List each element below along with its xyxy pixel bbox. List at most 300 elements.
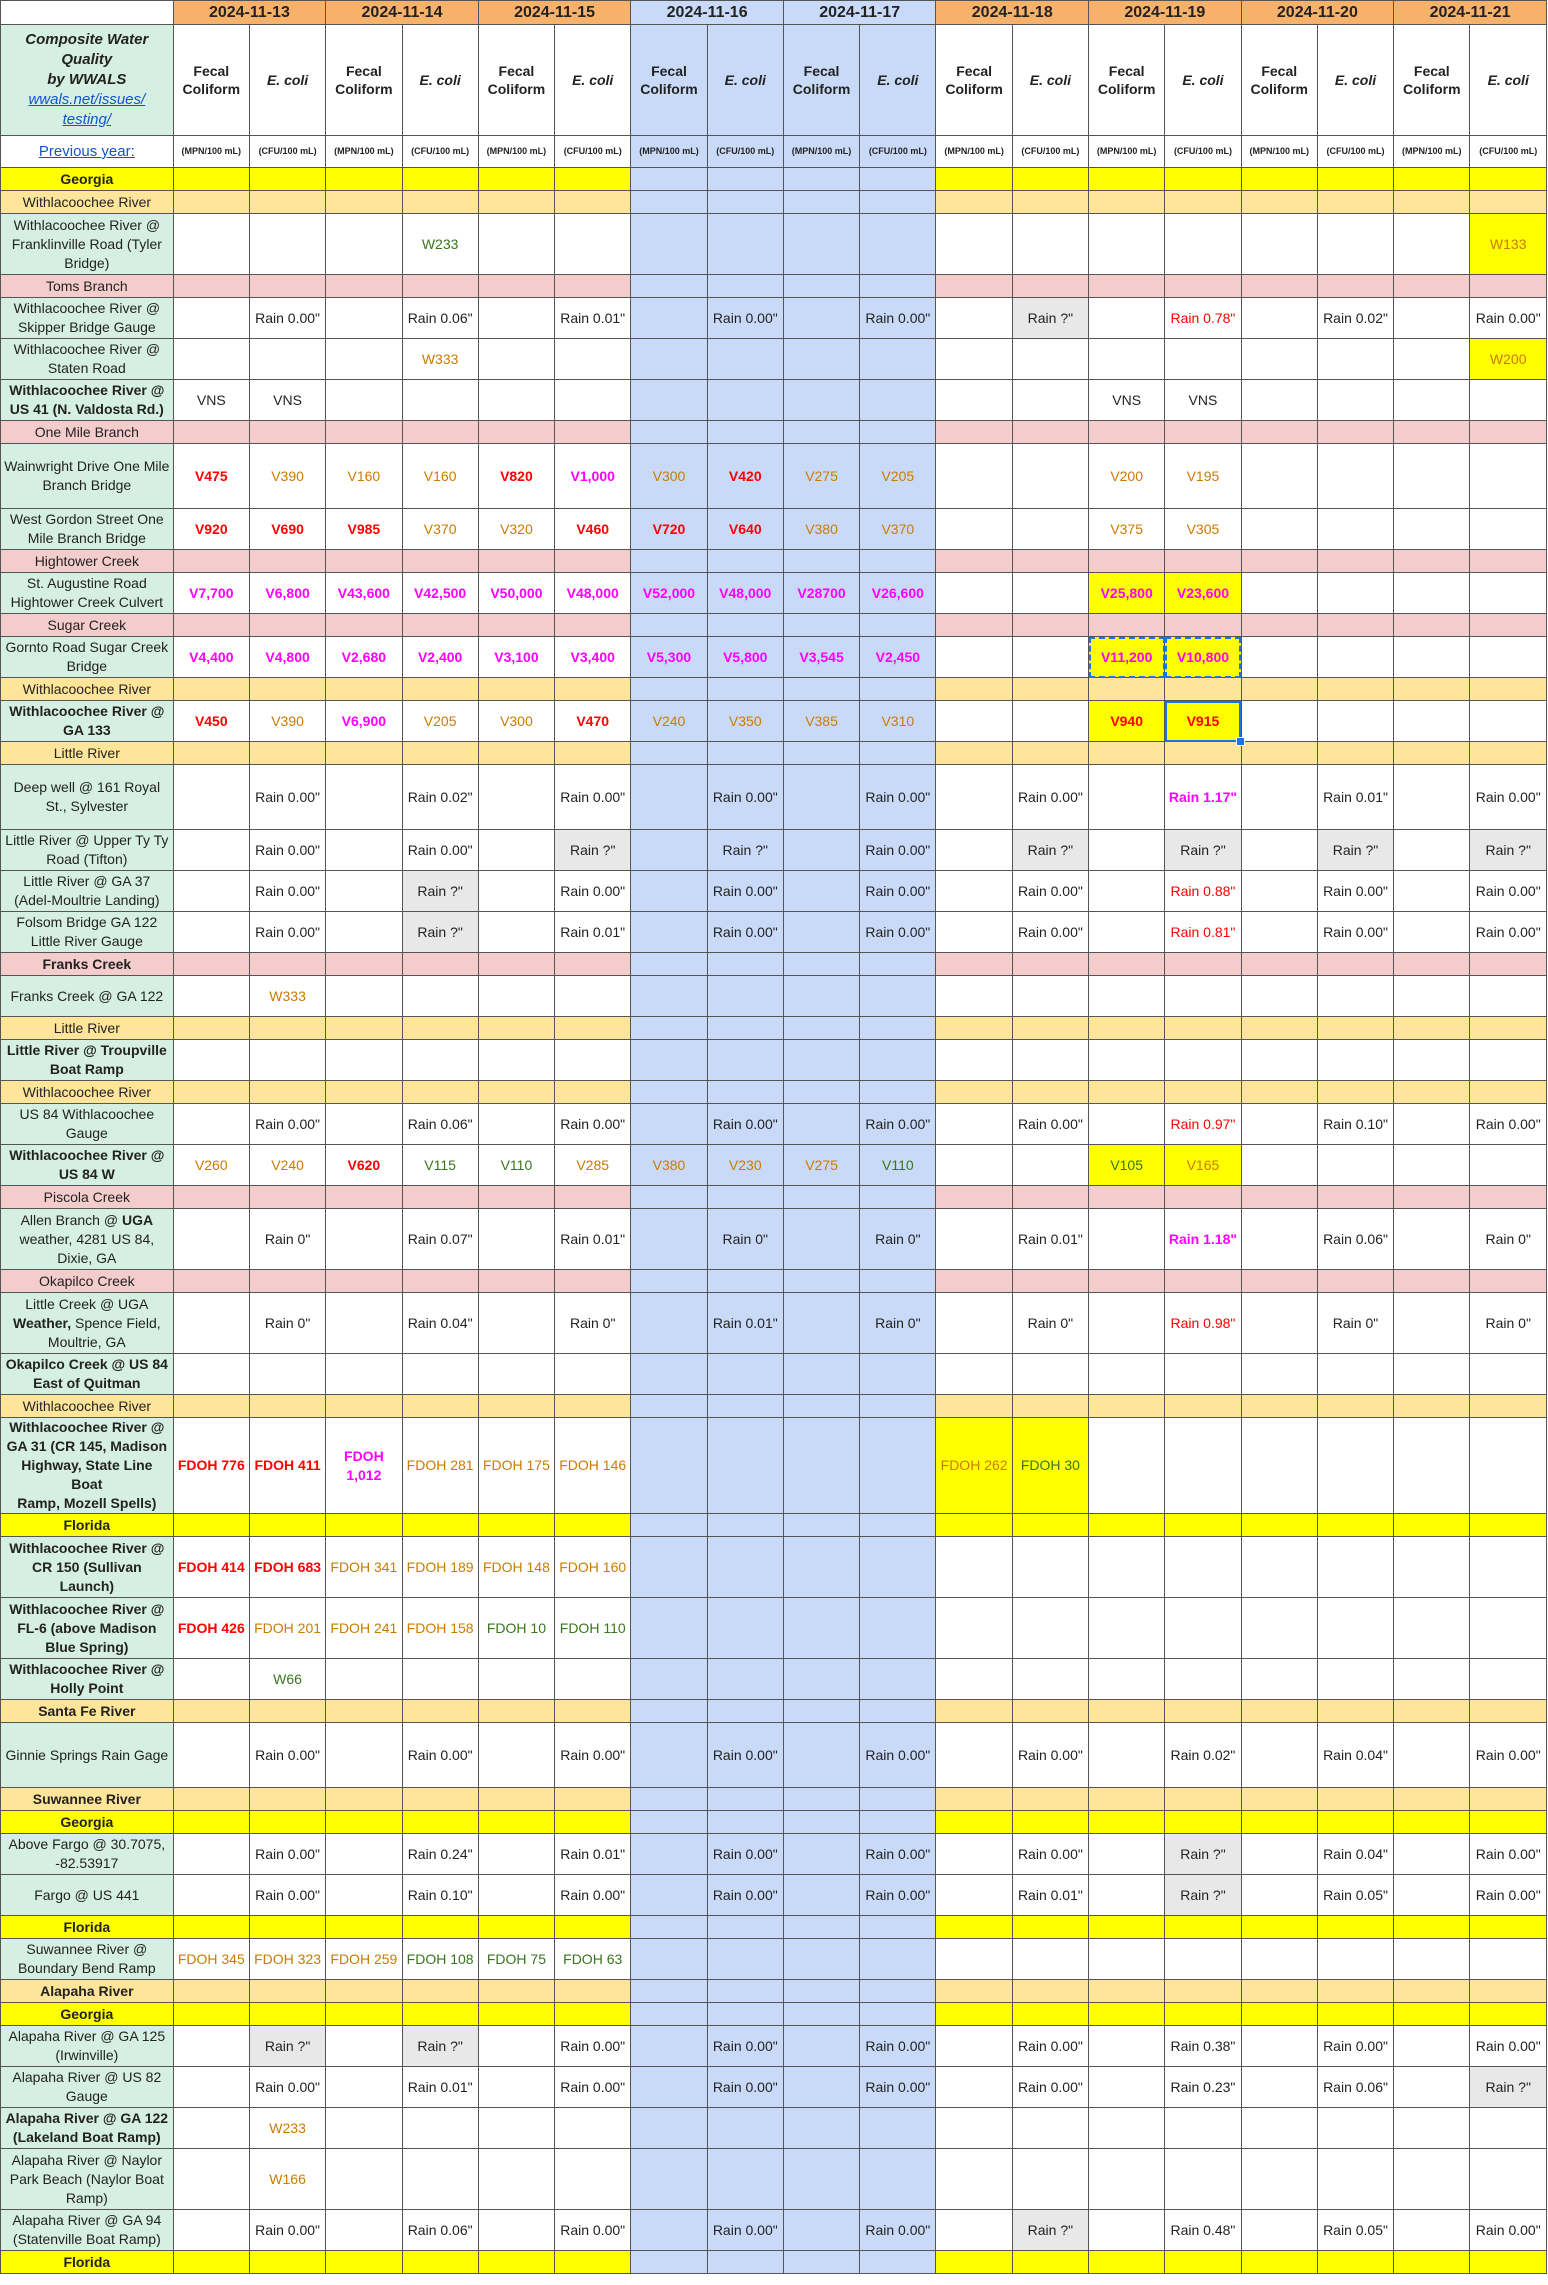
ecoli-cell[interactable] (1317, 2149, 1393, 2210)
ecoli-cell[interactable]: V1,000 (555, 444, 631, 509)
site-label[interactable] (1, 1354, 174, 1395)
ecoli-cell[interactable] (1012, 1788, 1088, 1811)
ecoli-cell[interactable] (555, 1040, 631, 1081)
ecoli-cell[interactable] (1165, 1537, 1241, 1598)
ecoli-cell[interactable] (249, 191, 325, 214)
ecoli-cell[interactable] (1470, 701, 1547, 742)
date-header-2024-11-16[interactable]: 2024-11-16 (631, 1, 784, 25)
site-label[interactable] (1, 2210, 174, 2251)
fecal-cell[interactable] (1241, 765, 1317, 830)
ecoli-cell[interactable] (1165, 678, 1241, 701)
ecoli-cell[interactable] (402, 1270, 478, 1293)
ecoli-cell[interactable] (402, 953, 478, 976)
ecoli-cell[interactable] (1470, 1916, 1547, 1939)
fecal-cell[interactable] (936, 614, 1012, 637)
ecoli-cell[interactable]: Rain ?" (1165, 830, 1241, 871)
fecal-cell[interactable] (631, 2251, 707, 2274)
fecal-cell[interactable] (1394, 1354, 1470, 1395)
ecoli-cell[interactable] (1317, 1145, 1393, 1186)
ecoli-cell[interactable] (555, 1659, 631, 1700)
fecal-cell[interactable] (1394, 1209, 1470, 1270)
ecoli-cell[interactable] (1165, 1811, 1241, 1834)
fecal-cell[interactable] (936, 1293, 1012, 1354)
ecoli-cell[interactable]: Rain 0.00" (860, 1834, 936, 1875)
ecoli-cell[interactable]: V165 (1165, 1145, 1241, 1186)
fecal-cell[interactable]: V985 (326, 509, 402, 550)
ecoli-cell[interactable] (707, 550, 783, 573)
fecal-cell[interactable] (1089, 1723, 1165, 1788)
fecal-cell[interactable] (1394, 275, 1470, 298)
fecal-cell[interactable] (783, 421, 859, 444)
ecoli-cell[interactable] (402, 1980, 478, 2003)
section-label[interactable] (1, 1980, 174, 2003)
ecoli-cell[interactable] (1470, 1186, 1547, 1209)
site-label[interactable] (1, 1875, 174, 1916)
fecal-cell[interactable] (1089, 214, 1165, 275)
ecoli-cell[interactable] (1317, 444, 1393, 509)
fecal-cell[interactable] (326, 191, 402, 214)
fecal-cell[interactable] (1089, 1104, 1165, 1145)
ecoli-cell[interactable] (1012, 1145, 1088, 1186)
ecoli-cell[interactable] (555, 1270, 631, 1293)
ecoli-cell[interactable] (555, 1700, 631, 1723)
ecoli-cell[interactable] (707, 1916, 783, 1939)
fecal-cell[interactable] (783, 912, 859, 953)
fecal-cell[interactable] (1241, 1017, 1317, 1040)
ecoli-cell[interactable]: Rain ?" (402, 871, 478, 912)
fecal-cell[interactable]: V380 (631, 1145, 707, 1186)
ecoli-cell[interactable]: W333 (402, 339, 478, 380)
fecal-cell[interactable] (631, 1186, 707, 1209)
ecoli-cell[interactable] (1470, 1514, 1547, 1537)
fecal-cell[interactable] (173, 550, 249, 573)
ecoli-cell[interactable] (1165, 1916, 1241, 1939)
fecal-cell[interactable] (631, 1875, 707, 1916)
ecoli-cell[interactable] (1012, 339, 1088, 380)
ecoli-cell[interactable]: Rain 0.00" (1470, 1875, 1547, 1916)
ecoli-cell[interactable] (1012, 637, 1088, 678)
fecal-cell[interactable] (936, 912, 1012, 953)
ecoli-cell[interactable] (1012, 1270, 1088, 1293)
ecoli-cell[interactable] (1012, 1040, 1088, 1081)
fecal-cell[interactable] (1394, 953, 1470, 976)
fecal-cell[interactable] (326, 678, 402, 701)
ecoli-cell[interactable] (249, 678, 325, 701)
ecoli-cell[interactable]: Rain 0.00" (555, 2210, 631, 2251)
fecal-cell[interactable]: V110 (478, 1145, 554, 1186)
fecal-cell[interactable] (173, 214, 249, 275)
fecal-cell[interactable] (173, 2251, 249, 2274)
fecal-cell[interactable] (1241, 1723, 1317, 1788)
fecal-cell[interactable] (631, 830, 707, 871)
fecal-cell[interactable] (1089, 953, 1165, 976)
fecal-cell[interactable] (478, 1659, 554, 1700)
ecoli-cell[interactable] (1317, 1537, 1393, 1598)
fecal-cell[interactable] (1394, 573, 1470, 614)
fecal-cell[interactable] (1394, 1659, 1470, 1700)
ecoli-cell[interactable] (1165, 550, 1241, 573)
fecal-cell[interactable] (631, 339, 707, 380)
ecoli-cell[interactable] (1470, 1418, 1547, 1514)
ecoli-cell[interactable]: Rain 0.00" (860, 298, 936, 339)
ecoli-cell[interactable]: Rain ?" (707, 830, 783, 871)
ecoli-cell[interactable] (402, 191, 478, 214)
ecoli-cell[interactable] (555, 614, 631, 637)
ecoli-cell[interactable] (1012, 573, 1088, 614)
fecal-cell[interactable] (936, 1186, 1012, 1209)
ecoli-cell[interactable] (1317, 1788, 1393, 1811)
fecal-cell[interactable] (1089, 1916, 1165, 1939)
fecal-cell[interactable] (1394, 1811, 1470, 1834)
ecoli-cell[interactable] (1012, 2108, 1088, 2149)
ecoli-cell[interactable] (860, 191, 936, 214)
fecal-coliform-header[interactable] (1241, 25, 1317, 136)
ecoli-cell[interactable] (1317, 1916, 1393, 1939)
fecal-cell[interactable] (326, 953, 402, 976)
ecoli-cell[interactable] (860, 1537, 936, 1598)
section-label[interactable] (1, 1916, 174, 1939)
fecal-cell[interactable] (173, 1186, 249, 1209)
fecal-cell[interactable] (631, 275, 707, 298)
fecal-cell[interactable] (326, 1700, 402, 1723)
fecal-cell[interactable] (326, 1875, 402, 1916)
ecoli-unit-label[interactable]: (CFU/100 mL) (249, 136, 325, 168)
fecal-cell[interactable] (783, 1598, 859, 1659)
fecal-unit-label[interactable]: (MPN/100 mL) (478, 136, 554, 168)
fecal-cell[interactable] (936, 2108, 1012, 2149)
ecoli-cell[interactable] (707, 191, 783, 214)
ecoli-cell[interactable]: Rain 0.10" (1317, 1104, 1393, 1145)
fecal-cell[interactable] (936, 1270, 1012, 1293)
fecal-cell[interactable]: V275 (783, 444, 859, 509)
fecal-cell[interactable] (173, 1040, 249, 1081)
ecoli-cell[interactable]: Rain 1.18" (1165, 1209, 1241, 1270)
fecal-cell[interactable] (173, 2149, 249, 2210)
fecal-cell[interactable]: V380 (783, 509, 859, 550)
ecoli-cell[interactable] (1470, 1040, 1547, 1081)
date-header-2024-11-17[interactable]: 2024-11-17 (783, 1, 936, 25)
fecal-cell[interactable]: V6,900 (326, 701, 402, 742)
fecal-cell[interactable] (936, 1514, 1012, 1537)
fecal-cell[interactable] (1241, 1293, 1317, 1354)
fecal-cell[interactable] (631, 2210, 707, 2251)
ecoli-cell[interactable]: FDOH 158 (402, 1598, 478, 1659)
fecal-cell[interactable]: V200 (1089, 444, 1165, 509)
fecal-cell[interactable] (173, 1834, 249, 1875)
site-label[interactable] (1, 1418, 174, 1514)
ecoli-cell[interactable]: Rain 0.38" (1165, 2026, 1241, 2067)
testing-link-line-2[interactable]: testing/ (62, 111, 112, 128)
ecoli-cell[interactable] (1012, 1537, 1088, 1598)
date-header-2024-11-21[interactable]: 2024-11-21 (1394, 1, 1547, 25)
ecoli-cell[interactable] (555, 168, 631, 191)
fecal-cell[interactable] (631, 678, 707, 701)
ecoli-cell[interactable]: Rain 0" (1317, 1293, 1393, 1354)
site-label[interactable] (1, 509, 174, 550)
fecal-cell[interactable] (326, 765, 402, 830)
ecoli-cell[interactable] (1165, 1980, 1241, 2003)
fecal-cell[interactable] (1394, 2149, 1470, 2210)
ecoli-cell[interactable]: Rain 0.04" (1317, 1834, 1393, 1875)
ecoli-cell[interactable]: V420 (707, 444, 783, 509)
fecal-coliform-header[interactable] (173, 25, 249, 136)
fecal-cell[interactable] (936, 1700, 1012, 1723)
fecal-cell[interactable]: FDOH 75 (478, 1939, 554, 1980)
fecal-cell[interactable] (936, 573, 1012, 614)
fecal-cell[interactable] (478, 380, 554, 421)
fecal-cell[interactable] (783, 2251, 859, 2274)
ecoli-cell[interactable] (402, 1354, 478, 1395)
fecal-cell[interactable] (783, 976, 859, 1017)
ecoli-cell[interactable] (1317, 1395, 1393, 1418)
fecal-cell[interactable] (783, 678, 859, 701)
ecoli-cell[interactable] (1470, 1270, 1547, 1293)
fecal-cell[interactable]: V260 (173, 1145, 249, 1186)
ecoli-cell[interactable]: Rain 0.00" (249, 2067, 325, 2108)
date-header-2024-11-15[interactable]: 2024-11-15 (478, 1, 631, 25)
ecoli-cell[interactable] (1470, 1017, 1547, 1040)
fecal-cell[interactable] (783, 1659, 859, 1700)
site-label[interactable] (1, 1939, 174, 1980)
ecoli-cell[interactable] (1012, 1186, 1088, 1209)
fecal-cell[interactable] (478, 912, 554, 953)
ecoli-cell[interactable] (402, 1514, 478, 1537)
fecal-cell[interactable] (783, 1514, 859, 1537)
fecal-cell[interactable] (1241, 2108, 1317, 2149)
ecoli-cell[interactable] (860, 339, 936, 380)
ecoli-cell[interactable] (402, 380, 478, 421)
fecal-cell[interactable] (326, 1186, 402, 1209)
ecoli-cell[interactable] (707, 168, 783, 191)
fecal-cell[interactable] (631, 1209, 707, 1270)
fecal-cell[interactable]: V320 (478, 509, 554, 550)
ecoli-cell[interactable] (1317, 678, 1393, 701)
ecoli-cell[interactable]: Rain 0.00" (555, 871, 631, 912)
ecoli-cell[interactable] (1165, 1186, 1241, 1209)
ecoli-cell[interactable] (1012, 421, 1088, 444)
ecoli-cell[interactable]: V370 (860, 509, 936, 550)
fecal-cell[interactable] (1241, 573, 1317, 614)
fecal-cell[interactable] (478, 614, 554, 637)
ecoli-cell[interactable] (707, 1040, 783, 1081)
fecal-cell[interactable] (1241, 1104, 1317, 1145)
fecal-cell[interactable] (783, 1209, 859, 1270)
ecoli-cell[interactable] (249, 742, 325, 765)
ecoli-cell[interactable]: VNS (249, 380, 325, 421)
fecal-cell[interactable] (478, 339, 554, 380)
ecoli-cell[interactable]: Rain 0.00" (249, 912, 325, 953)
fecal-cell[interactable] (1241, 871, 1317, 912)
date-header-2024-11-19[interactable]: 2024-11-19 (1089, 1, 1242, 25)
fecal-cell[interactable] (783, 1788, 859, 1811)
ecoli-cell[interactable] (707, 1700, 783, 1723)
fecal-cell[interactable] (1394, 298, 1470, 339)
section-label[interactable] (1, 550, 174, 573)
ecoli-cell[interactable] (707, 2003, 783, 2026)
fecal-cell[interactable] (783, 214, 859, 275)
fecal-cell[interactable] (936, 1395, 1012, 1418)
fecal-cell[interactable] (936, 1916, 1012, 1939)
section-label[interactable] (1, 1186, 174, 1209)
fecal-cell[interactable] (631, 1418, 707, 1514)
fecal-cell[interactable] (631, 953, 707, 976)
fecal-cell[interactable] (631, 1514, 707, 1537)
ecoli-cell[interactable] (707, 1017, 783, 1040)
fecal-cell[interactable] (1089, 742, 1165, 765)
ecoli-cell[interactable] (1012, 1395, 1088, 1418)
fecal-cell[interactable] (1089, 1514, 1165, 1537)
ecoli-cell[interactable] (555, 1081, 631, 1104)
fecal-cell[interactable] (936, 976, 1012, 1017)
fecal-cell[interactable] (173, 191, 249, 214)
fecal-cell[interactable]: V820 (478, 444, 554, 509)
fecal-cell[interactable] (1089, 2003, 1165, 2026)
fecal-cell[interactable]: V4,400 (173, 637, 249, 678)
fecal-cell[interactable] (1241, 614, 1317, 637)
fecal-cell[interactable] (1241, 637, 1317, 678)
fecal-cell[interactable] (1394, 2108, 1470, 2149)
fecal-cell[interactable] (1241, 339, 1317, 380)
ecoli-cell[interactable]: Rain 0.00" (1317, 871, 1393, 912)
fecal-cell[interactable] (173, 298, 249, 339)
ecoli-cell[interactable] (1317, 550, 1393, 573)
ecoli-header[interactable]: E. coli (402, 25, 478, 136)
ecoli-cell[interactable] (402, 1040, 478, 1081)
fecal-cell[interactable] (478, 1916, 554, 1939)
ecoli-cell[interactable] (707, 2251, 783, 2274)
fecal-cell[interactable] (1241, 2149, 1317, 2210)
fecal-cell[interactable] (1241, 214, 1317, 275)
ecoli-cell[interactable] (707, 1980, 783, 2003)
ecoli-cell[interactable]: Rain ?" (1470, 830, 1547, 871)
ecoli-cell[interactable]: Rain 0.01" (555, 298, 631, 339)
fecal-cell[interactable] (1241, 1145, 1317, 1186)
site-label[interactable] (1, 637, 174, 678)
fecal-cell[interactable] (478, 953, 554, 976)
ecoli-cell[interactable]: Rain 0" (1012, 1293, 1088, 1354)
site-label[interactable] (1, 2026, 174, 2067)
ecoli-cell[interactable] (1470, 550, 1547, 573)
fecal-cell[interactable] (326, 1980, 402, 2003)
ecoli-cell[interactable] (1165, 1040, 1241, 1081)
ecoli-cell[interactable] (860, 275, 936, 298)
fecal-cell[interactable] (478, 1186, 554, 1209)
section-label[interactable] (1, 1811, 174, 1834)
ecoli-cell[interactable]: Rain 0.00" (1470, 912, 1547, 953)
fecal-cell[interactable] (1394, 1270, 1470, 1293)
fecal-cell[interactable] (631, 1395, 707, 1418)
ecoli-unit-label[interactable]: (CFU/100 mL) (555, 136, 631, 168)
ecoli-cell[interactable] (1470, 191, 1547, 214)
ecoli-cell[interactable] (707, 1811, 783, 1834)
fecal-cell[interactable] (326, 1104, 402, 1145)
fecal-cell[interactable] (1241, 2026, 1317, 2067)
ecoli-cell[interactable] (860, 953, 936, 976)
fecal-cell[interactable] (1241, 1875, 1317, 1916)
ecoli-cell[interactable] (1012, 742, 1088, 765)
ecoli-cell[interactable]: V48,000 (555, 573, 631, 614)
fecal-cell[interactable] (326, 2251, 402, 2274)
ecoli-cell[interactable] (402, 2003, 478, 2026)
ecoli-cell[interactable] (1470, 1939, 1547, 1980)
fecal-cell[interactable] (326, 1659, 402, 1700)
ecoli-cell[interactable]: Rain 0.05" (1317, 2210, 1393, 2251)
ecoli-cell[interactable]: Rain 0.98" (1165, 1293, 1241, 1354)
fecal-cell[interactable] (1241, 550, 1317, 573)
ecoli-cell[interactable] (707, 1418, 783, 1514)
fecal-cell[interactable] (631, 1270, 707, 1293)
ecoli-cell[interactable] (1165, 2251, 1241, 2274)
section-label[interactable] (1, 2251, 174, 2274)
fecal-cell[interactable] (936, 1875, 1012, 1916)
fecal-cell[interactable] (936, 742, 1012, 765)
ecoli-cell[interactable]: Rain ?" (1165, 1875, 1241, 1916)
fecal-cell[interactable]: FDOH 148 (478, 1537, 554, 1598)
ecoli-cell[interactable] (1012, 953, 1088, 976)
ecoli-cell[interactable] (1470, 2108, 1547, 2149)
fecal-cell[interactable] (1089, 421, 1165, 444)
ecoli-cell[interactable] (707, 953, 783, 976)
ecoli-cell[interactable]: Rain 0.00" (249, 830, 325, 871)
fecal-cell[interactable]: FDOH 175 (478, 1418, 554, 1514)
fecal-unit-label[interactable]: (MPN/100 mL) (783, 136, 859, 168)
ecoli-cell[interactable] (1012, 1354, 1088, 1395)
ecoli-cell[interactable] (249, 1395, 325, 1418)
ecoli-cell[interactable]: Rain 0.06" (1317, 2067, 1393, 2108)
fecal-cell[interactable] (1394, 339, 1470, 380)
fecal-cell[interactable] (1089, 1270, 1165, 1293)
section-label[interactable] (1, 678, 174, 701)
fecal-cell[interactable] (478, 1788, 554, 1811)
fecal-cell[interactable]: V375 (1089, 509, 1165, 550)
fecal-cell[interactable] (478, 2067, 554, 2108)
fecal-cell[interactable] (1089, 1040, 1165, 1081)
fecal-cell[interactable] (783, 191, 859, 214)
ecoli-cell[interactable] (1165, 1598, 1241, 1659)
section-label[interactable] (1, 1081, 174, 1104)
site-label[interactable] (1, 1659, 174, 1700)
ecoli-cell[interactable]: Rain 0.00" (249, 1104, 325, 1145)
fecal-cell[interactable] (936, 678, 1012, 701)
fecal-cell[interactable] (783, 1723, 859, 1788)
ecoli-cell[interactable]: V390 (249, 444, 325, 509)
ecoli-cell[interactable] (1317, 573, 1393, 614)
fecal-cell[interactable] (1089, 2149, 1165, 2210)
ecoli-cell[interactable] (1012, 1980, 1088, 2003)
ecoli-cell[interactable]: Rain 0.00" (860, 1723, 936, 1788)
ecoli-cell[interactable]: V690 (249, 509, 325, 550)
ecoli-cell[interactable] (707, 380, 783, 421)
ecoli-cell[interactable]: Rain 0.00" (707, 2026, 783, 2067)
fecal-cell[interactable] (1394, 1834, 1470, 1875)
ecoli-cell[interactable] (402, 678, 478, 701)
ecoli-cell[interactable]: Rain 0.00" (249, 298, 325, 339)
ecoli-cell[interactable] (1012, 191, 1088, 214)
ecoli-cell[interactable] (555, 678, 631, 701)
fecal-cell[interactable] (783, 2067, 859, 2108)
fecal-cell[interactable] (936, 421, 1012, 444)
fecal-unit-label[interactable]: (MPN/100 mL) (173, 136, 249, 168)
ecoli-cell[interactable]: FDOH 281 (402, 1418, 478, 1514)
ecoli-cell[interactable] (1470, 1537, 1547, 1598)
ecoli-cell[interactable] (1317, 2108, 1393, 2149)
site-label[interactable] (1, 1834, 174, 1875)
fecal-cell[interactable] (1089, 298, 1165, 339)
fecal-coliform-header[interactable] (1089, 25, 1165, 136)
ecoli-cell[interactable] (249, 2003, 325, 2026)
fecal-cell[interactable] (1089, 1395, 1165, 1418)
fecal-cell[interactable] (1394, 191, 1470, 214)
